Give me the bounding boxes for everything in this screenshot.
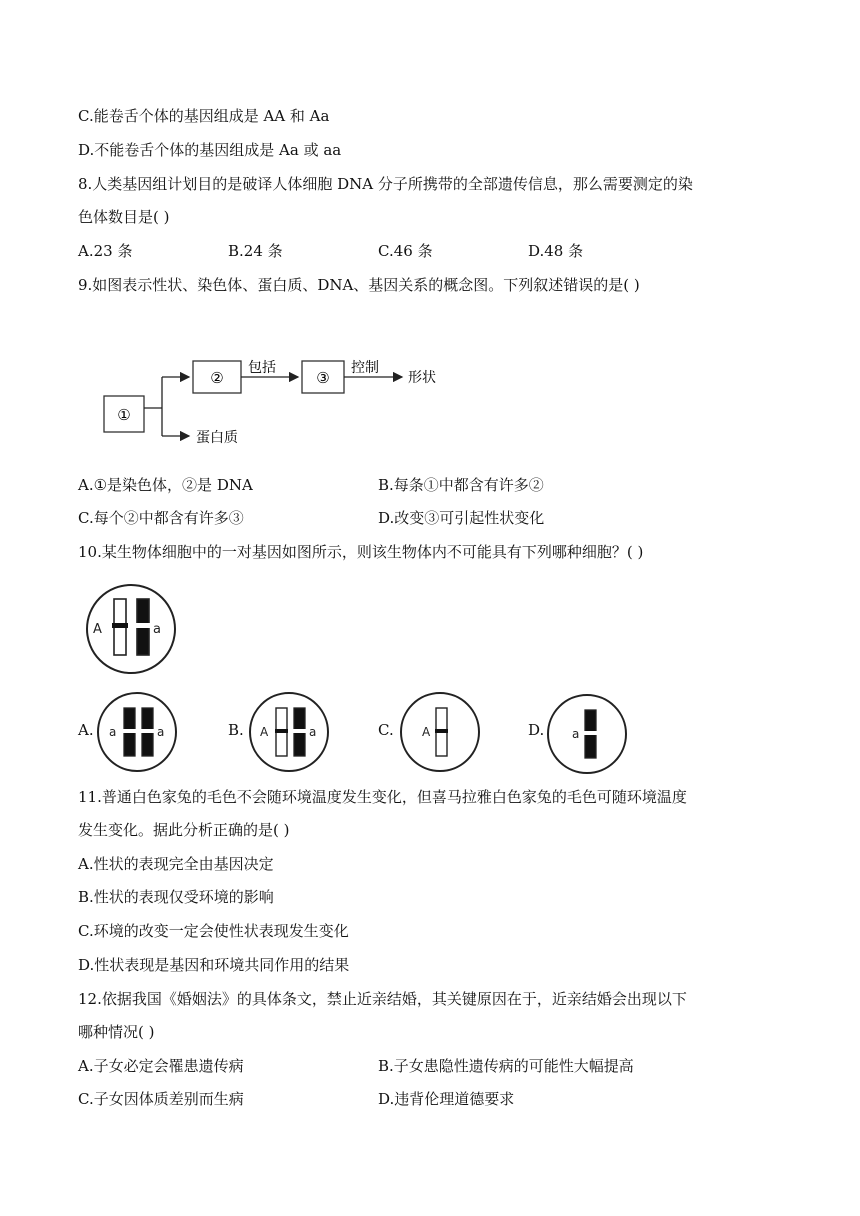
q10-main-cell bbox=[80, 582, 182, 676]
q12-option-b: B.子女患隐性遗传病的可能性大幅提高 bbox=[378, 1057, 634, 1075]
q10-option-a-letter: A. bbox=[78, 721, 94, 739]
q7-option-d: D.不能卷舌个体的基因组成是 Aa 或 aa bbox=[78, 141, 342, 159]
q12-option-c: C.子女因体质差别而生病 bbox=[78, 1090, 244, 1108]
q9-option-d: D.改变③可引起性状变化 bbox=[378, 509, 545, 527]
q10-option-c-cell bbox=[398, 690, 482, 774]
concept-box-2-label: ② bbox=[210, 369, 224, 387]
q10-option-b-letter: B. bbox=[228, 721, 244, 739]
q12-option-d: D.违背伦理道德要求 bbox=[378, 1090, 515, 1108]
label-include: 包括 bbox=[248, 360, 276, 376]
concept-box-1-label: ① bbox=[117, 406, 131, 424]
gene-label: a bbox=[157, 725, 165, 739]
q10-option-d-cell bbox=[545, 692, 629, 776]
gene-label: a bbox=[309, 725, 317, 739]
q9-concept-diagram bbox=[0, 340, 860, 460]
q10-option-d-letter: D. bbox=[528, 721, 545, 739]
q10-option-a-cell bbox=[95, 690, 179, 774]
q10-option-c-letter: C. bbox=[378, 721, 394, 739]
gene-label: A bbox=[422, 725, 431, 739]
q11-option-d: D.性状表现是基因和环境共同作用的结果 bbox=[78, 956, 350, 974]
q8-option-b: B.24 条 bbox=[228, 242, 283, 260]
q12-stem-line1: 12.依据我国《婚姻法》的具体条文，禁止近亲结婚，其关键原因在于，近亲结婚会出现以下 bbox=[78, 990, 687, 1008]
q9-option-c: C.每个②中都含有许多③ bbox=[78, 509, 244, 527]
label-protein: 蛋白质 bbox=[196, 430, 238, 446]
q8-option-d: D.48 条 bbox=[528, 242, 584, 260]
q10-option-b-cell bbox=[247, 690, 331, 774]
q8-stem-line1: 8.人类基因组计划目的是破译人体细胞 DNA 分子所携带的全部遗传信息，那么需要测定的染 bbox=[78, 175, 693, 193]
q11-stem-line2: 发生变化。据此分析正确的是( ) bbox=[78, 821, 290, 839]
q12-option-a: A.子女必定会罹患遗传病 bbox=[78, 1057, 244, 1075]
q12-stem-line2: 哪种情况( ) bbox=[78, 1023, 155, 1041]
q9-option-b: B.每条①中都含有许多② bbox=[378, 476, 544, 494]
label-control: 控制 bbox=[351, 360, 379, 376]
gene-label-right: a bbox=[153, 622, 161, 637]
q9-stem: 9.如图表示性状、染色体、蛋白质、DNA、基因关系的概念图。下列叙述错误的是( ) bbox=[78, 276, 640, 294]
q10-stem: 10.某生物体细胞中的一对基因如图所示，则该生物体内不可能具有下列哪种细胞？( ) bbox=[78, 543, 644, 561]
q11-option-b: B.性状的表现仅受环境的影响 bbox=[78, 888, 274, 906]
q11-option-c: C.环境的改变一定会使性状表现发生变化 bbox=[78, 922, 349, 940]
gene-label: A bbox=[260, 725, 269, 739]
q8-stem-line2: 色体数目是( ) bbox=[78, 208, 170, 226]
q9-option-a: A.①是染色体，②是 DNA bbox=[78, 476, 253, 494]
gene-label: a bbox=[109, 725, 117, 739]
gene-label-left: A bbox=[93, 622, 102, 637]
q11-stem-line1: 11.普通白色家兔的毛色不会随环境温度发生变化，但喜马拉雅白色家兔的毛色可随环境温度 bbox=[78, 788, 687, 806]
q8-option-c: C.46 条 bbox=[378, 242, 433, 260]
gene-label: a bbox=[572, 727, 580, 741]
concept-box-3-label: ③ bbox=[316, 369, 330, 387]
label-trait: 形状 bbox=[408, 370, 436, 386]
q8-option-a: A.23 条 bbox=[78, 242, 133, 260]
q11-option-a: A.性状的表现完全由基因决定 bbox=[78, 855, 274, 873]
q7-option-c: C.能卷舌个体的基因组成是 AA 和 Aa bbox=[78, 107, 330, 125]
